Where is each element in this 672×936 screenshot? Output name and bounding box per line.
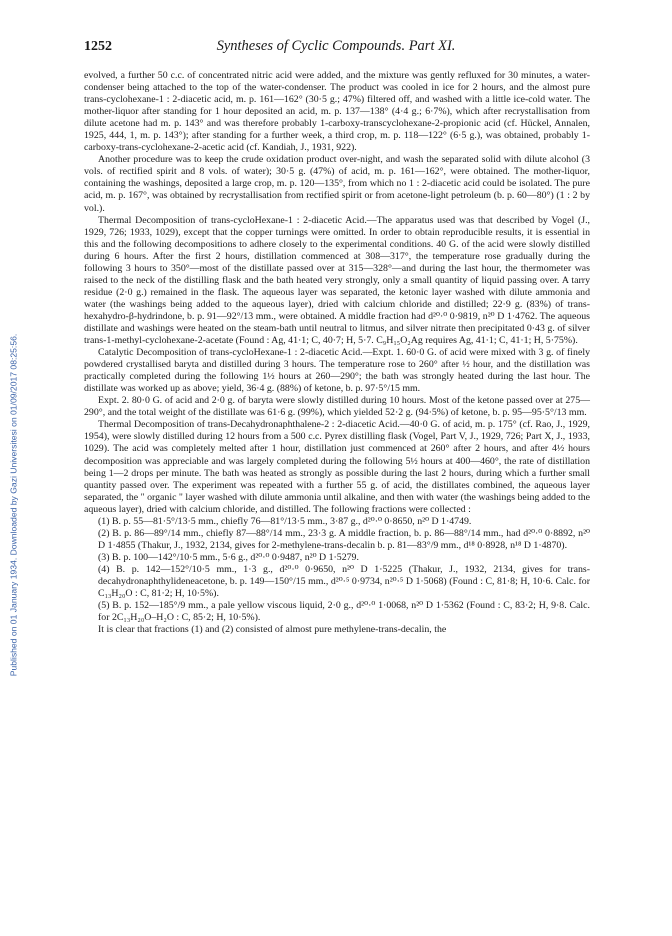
provenance-text: Published on 01 January 1934. Downloaded by Gazi Universitesi on 01/09/2017 08:25:56.	[8, 333, 18, 677]
sidebar-provenance	[2, 150, 24, 860]
paragraph: Another procedure was to keep the crude oxidation product over-night, and wash the separated solid with dilute alcohol (3 vols. of rectified spirit and 8 vols. of water); 30·5 g. (47%) of acid, m. p. 161—162°, were obtained. The mother-liquor, containing the washings, deposited a large crop, m. p. 120—135°, from which no 1 : 2-diacetic acid could be isolated. The pure acid, m. p. 167°, was obtained by recrystallisation from rectified spirit or from acetone-light petroleum (b. p. 60—80°) (1 : 2 by vol.).	[84, 154, 590, 214]
running-title: Syntheses of Cyclic Compounds. Part XI.	[216, 38, 456, 54]
paragraph: Thermal Decomposition of trans-Decahydronaphthalene-2 : 2-diacetic Acid.—40·0 G. of acid, m. p. 175° (cf. Rao, J., 1929, 1954), were slowly distilled during 12 hours from a 500 c.c. Pyrex distilling flask (Vogel, Part V, J., 1929, 726; Part X, J., 1933, 1029). The acid was completely melted after 1 hour, distillation just commenced at 260° after 2 hours, and after 4½ hours decomposition was appreciable and was largely completed during the following 5½ hours at 400—460°, the rate of distillation being 1—2 drops per minute. The bath was heated as strongly as possible during the last 2 hours, during which a further small quantity passed over. The experiment was repeated with a further 55 g. of acid, the distillates combined, the aqueous layer separated, the " organic " layer washed with dilute ammonia until alkaline, and then with water (the washings being added to the aqueous layer), dried with calcium chloride, and distilled. The following fractions were collected :	[84, 419, 590, 515]
paragraph: evolved, a further 50 c.c. of concentrated nitric acid were added, and the mixture was gently refluxed for 30 minutes, a water-condenser being attached to the top of the water-condenser. The product was cooled in ice for 2 hours, and the almost pure trans-cyclohexane-1 : 2-diacetic acid, m. p. 161—162° (30·5 g.; 47%) filtered off, and washed with a little ice-cold water. The mother-liquor after standing for 1 hour deposited an acid, m. p. 137—138° (4·4 g.; 6·7%), which after recrystallisation from dilute acetone had m. p. 143° and was therefore probably 1-carboxy-transcyclohexane-2-propionic acid (cf. Hückel, Annalen, 1925, 444, 1, m. p. 143°); after standing for a further week, a third crop, m. p. 118—122° (6·5 g.), was obtained, probably 1-carboxy-trans-cyclohexane-2-acetic acid (cf. Kandiah, J., 1931, 922).	[84, 70, 590, 154]
fraction-item: (3) B. p. 100—142°/10·5 mm., 5·6 g., d²⁰·⁰ 0·9487, n²⁰ D 1·5279.	[98, 551, 359, 563]
fraction-item: (2) B. p. 86—89°/14 mm., chiefly 87—88°/14 mm., 23·3 g. A middle fraction, b. p. 86—88°/14 mm., had d²⁰·⁰ 0·8892, n²⁰ D 1·4855 (Thakur, J., 1932, 2134, gives for 2-methylene-trans-decalin b. p. 81—83°/9 mm., d¹⁸ 0·8928, n¹⁸ D 1·4870).	[98, 527, 590, 551]
paragraph: Thermal Decomposition of trans-cycloHexane-1 : 2-diacetic Acid.—The apparatus used was that described by Vogel (J., 1929, 726; 1933, 1029), except that the copper turnings were omitted. In order to obtain reproducible results, it is essential in this and the following decompositions to adhere closely to the experimental conditions. 40 G. of the acid were slowly distilled during 6 hours. After the first 2 hours, distillation commenced at 308—317°, the temperature rose gradually during the following 3 hours to 350°—most of the distillate passed over at 315—328°—and during the last hour, the thermometer was raised to the neck of the distilling flask and the bath heated very strongly, only a small quantity of liquid passing over. A tarry residue (2·0 g.) remained in the flask. The aqueous layer was separated, the ketonic layer washed with dilute ammonia and water (the washings being added to the aqueous layer), dried with calcium chloride and distilled; 22·9 g. (83%) of trans-hexahydro-β-hydrindone, b. p. 91—92°/13 mm., were obtained. A middle fraction had d²⁰·⁰ 0·9819, n²⁰ D 1·4762. The aqueous distillate and washings were heated on the steam-bath until neutral to litmus, and silver nitrate then precipitated 0·43 g. of silver trans-1-methyl-cyclohexane-2-acetate (Found : Ag, 41·1; C, 40·7; H, 5·7. C₉H₁₅O₂Ag requires Ag, 41·1; C, 41·1; H, 5·75%).	[84, 214, 590, 347]
paragraph: Expt. 2. 80·0 G. of acid and 2·0 g. of baryta were slowly distilled during 10 hours. Most of the ketone passed over at 275—290°, and the total weight of the distillate was 61·6 g. (99%), which yielded 52·2 g. (94·5%) of ketone, b. p. 95—95·5°/13 mm.	[84, 395, 590, 419]
paragraph: It is clear that fractions (1) and (2) consisted of almost pure methylene-trans-decalin, the	[98, 624, 447, 636]
article-body	[84, 70, 590, 636]
fraction-item: (1) B. p. 55—81·5°/13·5 mm., chiefly 76—81°/13·5 mm., 3·87 g., d²⁰·⁰ 0·8650, n²⁰ D 1·4749.	[98, 515, 472, 527]
fraction-item: (5) B. p. 152—185°/9 mm., a pale yellow viscous liquid, 2·0 g., d²⁰·⁰ 1·0068, n²⁰ D 1·5362 (Found : C, 83·2; H, 9·8. Calc. for 2C₁₃H₂₀O–H₂O : C, 85·2; H, 10·5%).	[98, 600, 590, 624]
page-number: 1252	[84, 39, 112, 54]
page-header	[84, 38, 588, 58]
fraction-item: (4) B. p. 142—152°/10·5 mm., 1·3 g., d²⁰·⁰ 0·9650, n²⁰ D 1·5225 (Thakur, J., 1932, 2134, gives for trans-decahydronaphthylideneacetone, b. p. 149—150°/15 mm., d²⁰·⁵ 0·9734, n²⁰·⁵ D 1·5068) (Found : C, 81·8; H, 10·6. Calc. for C₁₃H₂₀O : C, 81·2; H, 10·5%).	[98, 563, 590, 600]
paragraph: Catalytic Decomposition of trans-cycloHexane-1 : 2-diacetic Acid.—Expt. 1. 60·0 G. of acid were mixed with 3 g. of finely powdered crystallised baryta and distilled during 3 hours. The temperature rose to 260° after ½ hour, and the distillation was practically completed during the following 1½ hours at 260—290°; the bath was strongly heated during the last hour. The distillate was worked up as above; yield, 36·4 g. (88%) of ketone, b. p. 97·5°/15 mm.	[84, 347, 590, 395]
